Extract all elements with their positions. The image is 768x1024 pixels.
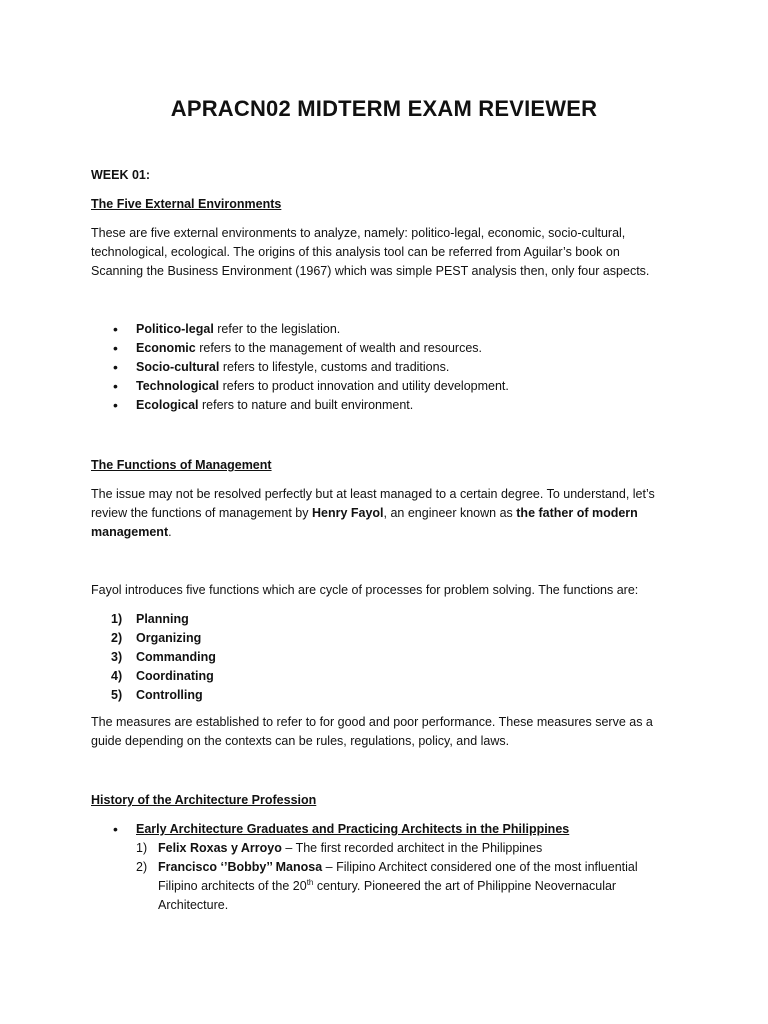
paragraph-bold-phrase: the father of modern management	[91, 506, 638, 539]
external-environments-list	[91, 320, 509, 415]
list-item-text: refers to lifestyle, customs and traditions.	[219, 360, 450, 374]
superscript: th	[306, 877, 314, 887]
list-item-number: 2)	[136, 860, 148, 874]
architect-description: – The first recorded architect in the Philippines	[281, 841, 543, 855]
paragraph-text: , an engineer known as	[383, 506, 517, 520]
list-item	[91, 320, 509, 339]
list-item-number: 3)	[111, 650, 123, 664]
paragraph-text: .	[168, 525, 172, 539]
list-item	[91, 820, 569, 839]
document-title: APRACN02 MIDTERM EXAM REVIEWER	[170, 96, 598, 121]
architect-name: Felix Roxas y Arroyo	[158, 841, 282, 855]
list-item-term: Socio-cultural	[136, 360, 220, 374]
paragraph-bold-name: Henry Fayol	[311, 506, 384, 520]
functions-list-intro: Fayol introduces five functions which are cycle of processes for problem solving. The functions are:	[91, 583, 639, 597]
architecture-history-list	[91, 820, 569, 839]
list-item-label: Coordinating	[136, 669, 214, 683]
section-heading-architecture-history: History of the Architecture Profession	[91, 793, 317, 807]
list-item-term: Economic	[136, 341, 196, 355]
measures-paragraph: The measures are established to refer to for good and poor performance. These measures serve as a guide depending on the contexts can be rules, regulations, policy, and laws.	[91, 715, 653, 748]
list-item	[91, 339, 509, 358]
architect-description-cont: century. Pioneered the art of Philippine Neovernacular Architecture.	[158, 879, 617, 912]
architect-description: – Filipino Architect considered one of the most influential Filipino architects of the 20	[158, 860, 638, 893]
list-item-label: Controlling	[136, 688, 203, 702]
external-environments-paragraph: These are five external environments to analyze, namely: politico-legal, economic, socio-cultural, technological, ecological. The origins of this analysis tool can be referred from Aguilar’s book on Scanning the Business Environment (1967) which was simple PEST analysis then, only four aspects.	[91, 226, 650, 278]
week-label: WEEK 01:	[91, 168, 151, 182]
list-item	[91, 396, 509, 415]
functions-list	[91, 610, 216, 705]
list-item-number: 1)	[136, 841, 148, 855]
list-item-term: Ecological	[136, 398, 199, 412]
list-item	[91, 610, 216, 629]
list-item-text: refer to the legislation.	[213, 322, 341, 336]
list-item-number: 4)	[111, 669, 123, 683]
architects-list	[136, 839, 656, 915]
list-item	[136, 839, 656, 858]
functions-intro-paragraph	[91, 485, 671, 542]
list-item-term: Politico-legal	[136, 322, 214, 336]
section-heading-external-environments: The Five External Environments	[91, 197, 282, 211]
list-item-number: 2)	[111, 631, 123, 645]
list-item	[91, 358, 509, 377]
list-item	[91, 648, 216, 667]
list-item	[136, 858, 656, 915]
list-item-label: Commanding	[136, 650, 216, 664]
list-item-term: Technological	[136, 379, 220, 393]
list-item	[91, 629, 216, 648]
list-item-number: 5)	[111, 688, 123, 702]
list-item-text: refers to the management of wealth and resources.	[195, 341, 483, 355]
list-item-label: Organizing	[136, 631, 202, 645]
list-item-label: Planning	[136, 612, 189, 626]
list-item	[91, 377, 509, 396]
paragraph-text: The issue may not be resolved perfectly but at least managed to a certain degree. To understand, let’s review the functions of management by	[91, 487, 655, 520]
list-item-text: refers to nature and built environment.	[198, 398, 414, 412]
list-item	[91, 667, 216, 686]
section-heading-functions-of-management: The Functions of Management	[91, 458, 272, 472]
list-item-number: 1)	[111, 612, 123, 626]
list-item	[91, 686, 216, 705]
architect-name: Francisco ‘’Bobby’’ Manosa	[158, 860, 323, 874]
list-item-heading: Early Architecture Graduates and Practicing Architects in the Philippines	[136, 822, 570, 836]
list-item-text: refers to product innovation and utility development.	[219, 379, 509, 393]
